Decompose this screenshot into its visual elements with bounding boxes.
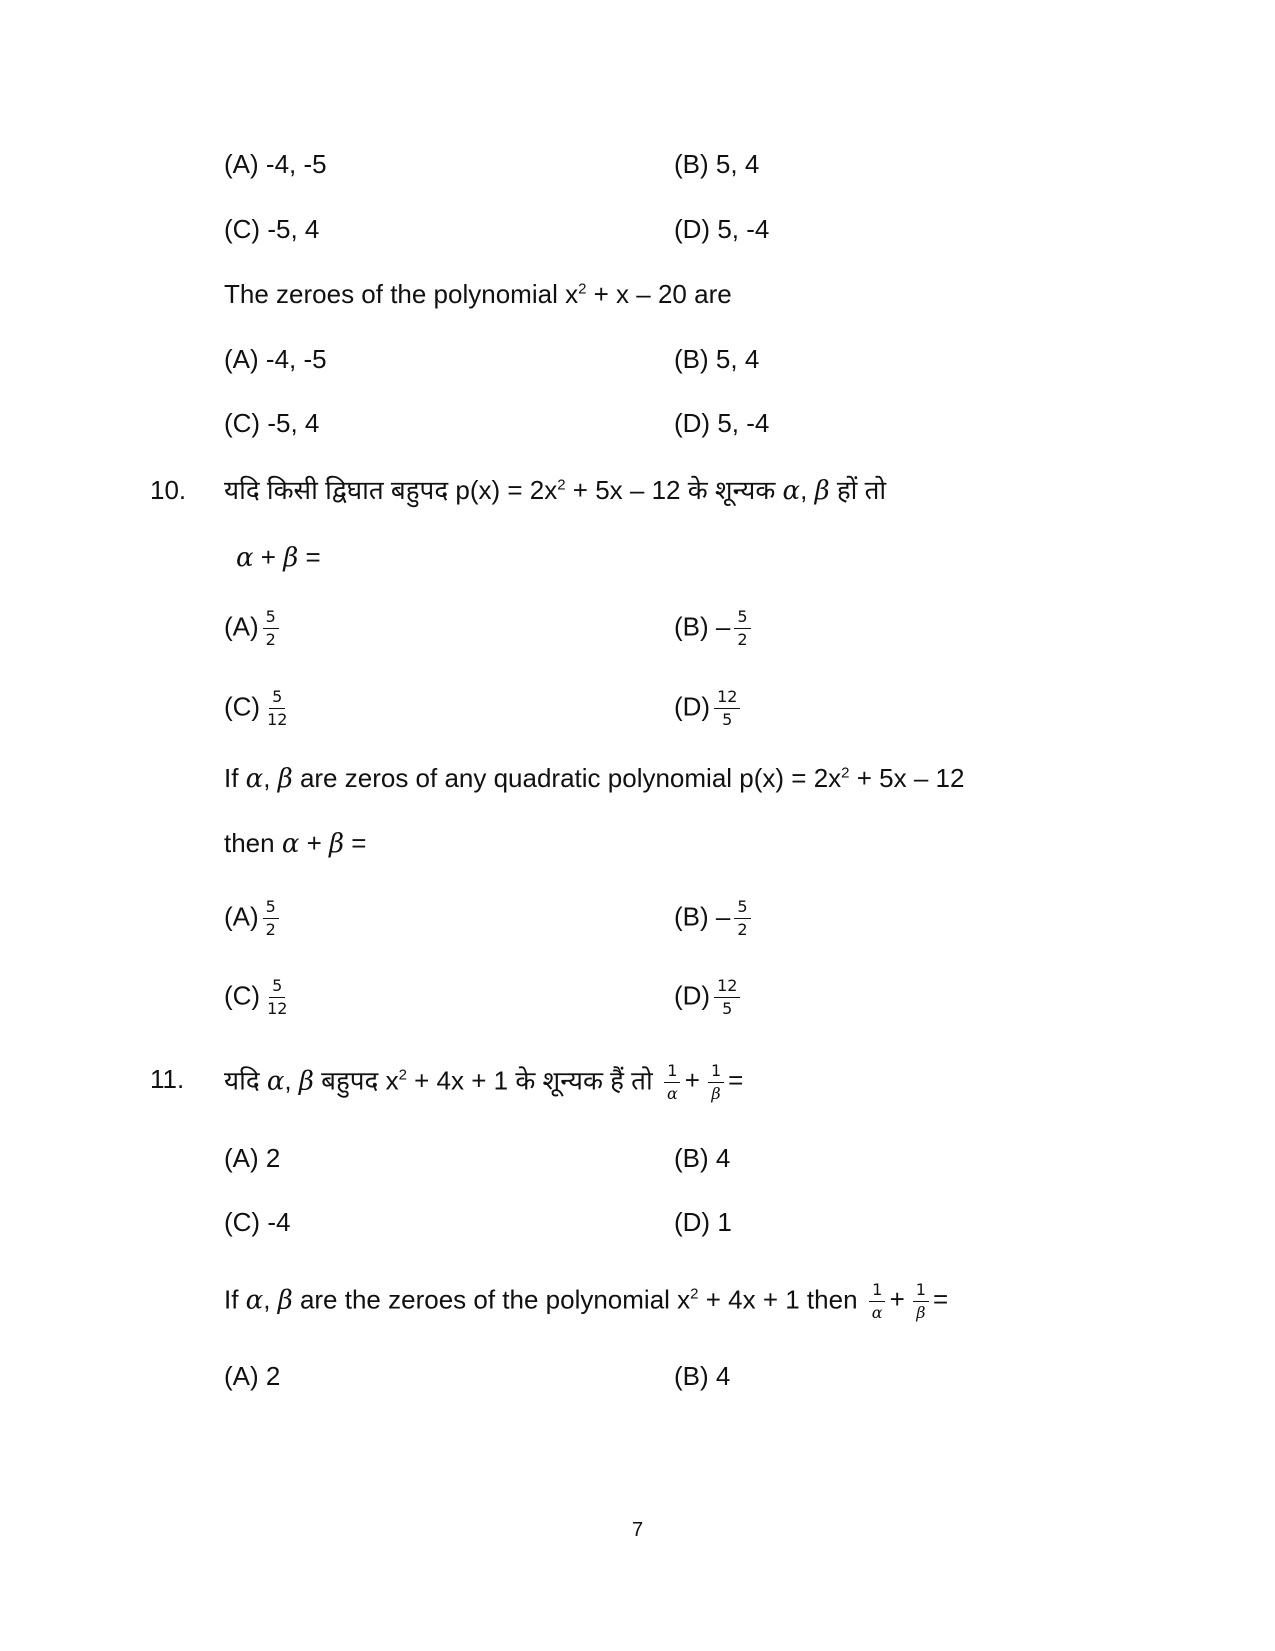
question-number-11: 11. (150, 1064, 185, 1094)
option-b: (B) 4 (674, 1361, 731, 1391)
question-10-english-expression: then α + β = (224, 828, 367, 859)
fraction: $\frac{1}{\alpha}$ (869, 1281, 886, 1322)
fraction: $\frac{1}{\beta}$ (708, 1062, 724, 1103)
fraction: $\frac{1}{\beta}$ (913, 1281, 929, 1322)
option-d: (D) 5, -4 (674, 214, 770, 244)
question-10-english-stem: If α, β are zeros of any quadratic polynomial $p(x) = 2x^2 + 5x - 12$ (224, 763, 965, 794)
option-c: (C) $\frac{5}{12}$ (224, 688, 290, 729)
option-a: (A) $\frac{5}{2}$ (224, 608, 279, 649)
option-d: (D) $\frac{12}{5}$ (674, 688, 740, 729)
option-c: (C) -5, 4 (224, 214, 320, 244)
fraction: $\frac{5}{12}$ (267, 976, 288, 1018)
option-a: (A) -4, -5 (224, 344, 327, 374)
option-c: (C) -4 (224, 1207, 291, 1237)
option-d: (D) 5, -4 (674, 408, 770, 438)
option-c: (C) -5, 4 (224, 408, 320, 438)
fraction: $\frac{5}{2}$ (263, 608, 279, 649)
option-b: (B) 4 (674, 1143, 731, 1173)
option-d: (D) $\frac{12}{5}$ (674, 977, 740, 1018)
option-b: (B) – $\frac{5}{2}$ (674, 608, 751, 649)
option-a: (A) $\frac{5}{2}$ (224, 898, 279, 939)
question-11-english-stem: If α, β are the zeroes of the polynomial $x^2 + 4x + 1$ then $\frac{1}{\alpha}$ + $\frac{1}{\beta}$ = (224, 1280, 949, 1322)
fraction: $\frac{1}{\alpha}$ (664, 1062, 681, 1103)
fraction: $\frac{5}{12}$ (267, 687, 288, 729)
question-10-hindi-stem: यदि किसी द्विघात बहुपद $p(x) = 2x^2 + 5x - 12$ के शून्यक α, β हों तो (224, 475, 887, 506)
option-b: (B) 5, 4 (674, 149, 760, 179)
question-10-hindi-expression: α + β = (236, 542, 321, 573)
option-a: (A) 2 (224, 1361, 281, 1391)
question-number-10: 10. (150, 475, 187, 505)
fraction: $\frac{5}{2}$ (734, 898, 750, 939)
option-d: (D) 1 (674, 1207, 732, 1237)
option-b: (B) – $\frac{5}{2}$ (674, 898, 751, 939)
option-b: (B) 5, 4 (674, 344, 760, 374)
fraction: $\frac{5}{2}$ (263, 898, 279, 939)
page-number: 7 (631, 1519, 644, 1541)
option-a: (A) -4, -5 (224, 149, 327, 179)
option-a: (A) 2 (224, 1143, 281, 1173)
fraction: $\frac{12}{5}$ (714, 688, 740, 729)
fraction: $\frac{5}{2}$ (734, 608, 750, 649)
question-11-hindi-stem: यदि α, β बहुपद $x^2 + 4x + 1$ के शून्यक हैं तो $\frac{1}{\alpha}$ + $\frac{1}{\beta}$ = (224, 1061, 744, 1103)
option-c: (C) $\frac{5}{12}$ (224, 977, 290, 1018)
fraction: $\frac{12}{5}$ (714, 977, 740, 1018)
question-9-english-stem: The zeroes of the polynomial $x^2 + x - 20$ are (224, 279, 732, 309)
